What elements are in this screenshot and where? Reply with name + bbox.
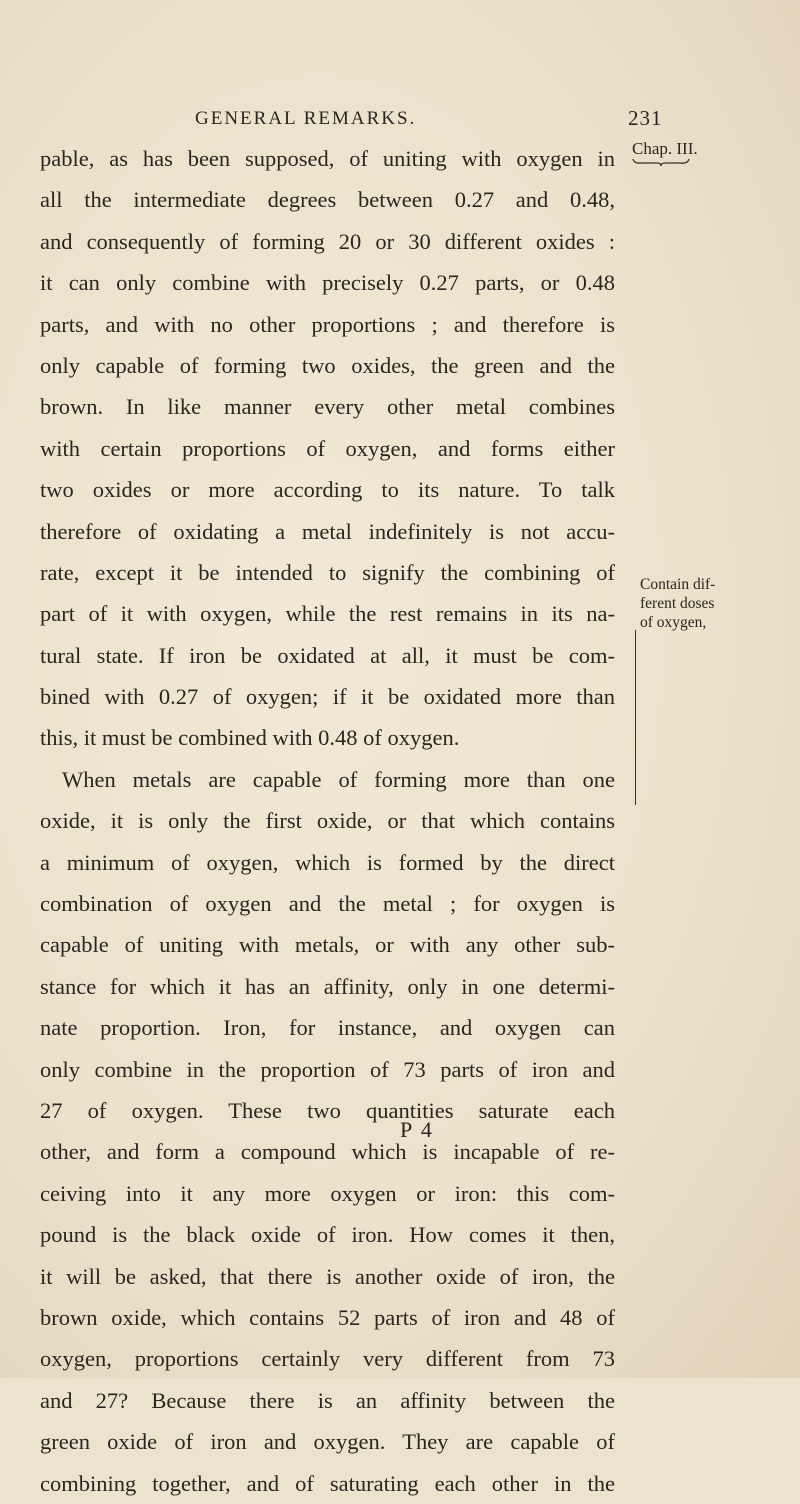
text-line: two oxides or more according to its nature. To talk	[40, 477, 615, 503]
text-line: 27 of oxygen. These two quantities saturate each	[40, 1097, 615, 1123]
text-line: ceiving into it any more oxygen or iron: this com-	[40, 1180, 615, 1206]
margin-note	[640, 575, 780, 632]
text-line: combining together, and of saturating each other in the	[40, 1470, 615, 1496]
text-line: this, it must be combined with 0.48 of oxygen.	[40, 725, 460, 751]
text-line: therefore of oxidating a metal indefinitely is not accu-	[40, 518, 615, 544]
text-line: oxide, it is only the first oxide, or that which contains	[40, 808, 615, 834]
text-line: a minimum of oxygen, which is formed by the direct	[40, 849, 615, 875]
margin-bracket	[627, 630, 636, 805]
chapter-sidenote: Chap. III.	[632, 139, 698, 158]
text-line: and consequently of forming 20 or 30 different oxides :	[40, 228, 615, 254]
text-line: all the intermediate degrees between 0.27 and 0.48,	[40, 187, 615, 213]
text-line: brown. In like manner every other metal combines	[40, 394, 615, 420]
text-line: with certain proportions of oxygen, and forms either	[40, 435, 615, 461]
text-line: bined with 0.27 of oxygen; if it be oxidated more than	[40, 684, 615, 710]
text-line: parts, and with no other proportions ; and therefore is	[40, 311, 615, 337]
text-line: stance for which it has an affinity, only in one determi-	[40, 973, 615, 999]
text-line: tural state. If iron be oxidated at all, it must be com-	[40, 642, 615, 668]
text-line: When metals are capable of forming more than one	[62, 766, 615, 792]
page-number: 231	[628, 106, 663, 130]
margin-note-line: of oxygen,	[640, 614, 707, 631]
text-line: other, and form a compound which is incapable of re-	[40, 1139, 615, 1165]
text-line: capable of uniting with metals, or with any other sub-	[40, 932, 615, 958]
text-line: and 27? Because there is an affinity between the	[40, 1387, 615, 1413]
text-line: only capable of forming two oxides, the green and the	[40, 352, 615, 378]
text-line: nate proportion. Iron, for instance, and oxygen can	[40, 1015, 615, 1041]
text-line: it will be asked, that there is another oxide of iron, the	[40, 1263, 615, 1289]
text-line: combination of oxygen and the metal ; for oxygen is	[40, 891, 615, 917]
text-line: only combine in the proportion of 73 parts of iron and	[40, 1056, 615, 1082]
running-title: GENERAL REMARKS.	[195, 108, 417, 129]
margin-note-line: ferent doses	[640, 595, 715, 612]
text-line: brown oxide, which contains 52 parts of iron and 48 of	[40, 1304, 615, 1330]
signature-mark: P 4	[400, 1117, 434, 1142]
text-line: it can only combine with precisely 0.27 parts, or 0.48	[40, 270, 615, 296]
margin-note-line: Contain dif-	[640, 576, 716, 593]
body-text	[40, 138, 615, 1504]
text-line: part of it with oxygen, while the rest remains in its na-	[40, 601, 615, 627]
text-line: pable, as has been supposed, of uniting with oxygen in	[40, 146, 615, 171]
brace-decoration	[632, 158, 690, 166]
text-line: oxygen, proportions certainly very different from 73	[40, 1346, 615, 1372]
text-line: green oxide of iron and oxygen. They are capable of	[40, 1429, 615, 1455]
text-line: rate, except it be intended to signify the combining of	[40, 559, 615, 585]
text-line: pound is the black oxide of iron. How comes it then,	[40, 1222, 615, 1248]
